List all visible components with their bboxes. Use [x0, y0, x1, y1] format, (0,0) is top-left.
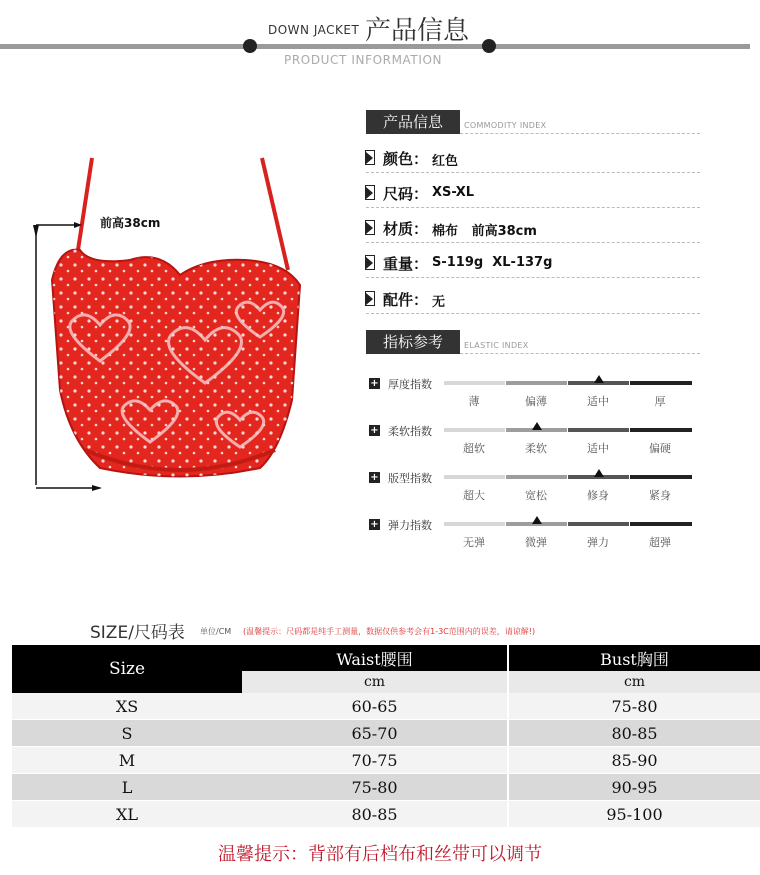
cell-size: L — [12, 774, 242, 801]
header-subtitle: PRODUCT INFORMATION — [284, 53, 443, 67]
scale-thickness — [366, 378, 696, 418]
scale-option: 偏硬 — [649, 442, 671, 455]
triangle-right-icon — [366, 187, 373, 199]
cell-size: XL — [12, 801, 242, 828]
unit-bust: cm — [508, 671, 760, 693]
scale-option: 适中 — [587, 395, 609, 408]
scale-option: 超大 — [463, 489, 485, 502]
col-header-bust: Bust胸围 — [508, 645, 760, 671]
unit-waist: cm — [242, 671, 508, 693]
commodity-tag: 产品信息 — [366, 110, 460, 134]
cell-bust: 90-95 — [508, 774, 760, 801]
elastic-rule — [460, 353, 700, 354]
scale-marker — [594, 375, 604, 383]
scale-marker — [532, 516, 542, 524]
triangle-right-icon — [366, 257, 373, 269]
cell-size: M — [12, 747, 242, 774]
scale-segment — [506, 381, 567, 385]
table-row — [12, 720, 760, 747]
scale-name: 厚度指数 — [388, 378, 432, 391]
scale-marker — [594, 469, 604, 477]
scale-segment — [444, 381, 505, 385]
info-value: 无 — [432, 295, 446, 310]
size-chart-header — [90, 618, 536, 643]
scale-segment — [630, 475, 692, 479]
scale-name: 弹力指数 — [388, 519, 432, 532]
cell-bust: 75-80 — [508, 693, 760, 720]
scale-option: 厚 — [654, 395, 666, 408]
size-table — [12, 645, 760, 828]
scale-segment — [568, 428, 629, 432]
info-label: 配件： — [383, 291, 429, 309]
header-dot-right — [482, 39, 496, 53]
table-row — [12, 693, 760, 720]
plus-icon: + — [370, 425, 379, 436]
scale-option: 紧身 — [649, 489, 671, 502]
cell-size: S — [12, 720, 242, 747]
scale-option: 适中 — [587, 442, 609, 455]
table-row — [12, 801, 760, 828]
elastic-section-header — [366, 330, 700, 354]
scale-elasticity — [366, 519, 696, 559]
elastic-tag: 指标参考 — [366, 330, 460, 354]
header-title-en: DOWN JACKET — [268, 23, 360, 37]
scale-segment — [444, 522, 505, 526]
info-value: XS-XL — [432, 185, 475, 200]
cell-waist: 65-70 — [242, 720, 508, 747]
info-label: 重量： — [383, 255, 429, 273]
elastic-tag-en: ELASTIC INDEX — [464, 341, 529, 350]
scale-option: 偏薄 — [525, 395, 547, 408]
scale-option: 宽松 — [525, 489, 547, 502]
info-label: 材质： — [383, 220, 429, 238]
size-chart-title: SIZE/尺码表 — [90, 623, 185, 643]
plus-icon: + — [370, 472, 379, 483]
cell-waist: 80-85 — [242, 801, 508, 828]
cell-bust: 95-100 — [508, 801, 760, 828]
scale-option: 薄 — [468, 395, 480, 408]
info-label: 尺码： — [383, 185, 429, 203]
commodity-tag-en: COMMODITY INDEX — [464, 121, 547, 130]
size-chart-unit: 单位/CM — [200, 627, 232, 636]
scale-marker — [532, 422, 542, 430]
commodity-section-header — [366, 110, 700, 134]
scale-option: 弹力 — [587, 536, 609, 549]
info-row-material — [366, 214, 700, 243]
scale-segment — [444, 475, 505, 479]
scale-fit — [366, 472, 696, 512]
scale-softness — [366, 425, 696, 465]
cell-waist: 70-75 — [242, 747, 508, 774]
size-chart-note: (温馨提示：尺码都是纯手工测量，数据仅供参考会有1-3C范围内的误差，请谅解!) — [243, 627, 536, 636]
cell-bust: 80-85 — [508, 720, 760, 747]
scale-option: 柔软 — [525, 442, 547, 455]
triangle-right-icon — [366, 293, 373, 305]
info-label: 颜色： — [383, 150, 429, 168]
info-row-accessories — [366, 285, 700, 314]
cell-waist: 60-65 — [242, 693, 508, 720]
scale-segment — [444, 428, 505, 432]
scale-segment — [506, 475, 567, 479]
scale-option: 超软 — [463, 442, 485, 455]
col-header-waist: Waist腰围 — [242, 645, 508, 671]
cell-size: XS — [12, 693, 242, 720]
front-height-label: 前高38cm — [100, 216, 161, 230]
scale-option: 修身 — [587, 489, 609, 502]
info-value: S-119g XL-137g — [432, 255, 553, 270]
scale-name: 版型指数 — [388, 472, 432, 485]
header-title-cn: 产品信息 — [365, 16, 470, 46]
scale-option: 无弹 — [463, 536, 485, 549]
info-value: 棉布 前高38cm — [432, 224, 537, 239]
scale-segment — [568, 522, 629, 526]
table-row — [12, 774, 760, 801]
info-row-weight — [366, 249, 700, 278]
triangle-right-icon — [366, 222, 373, 234]
footer-note: 温馨提示：背部有后档布和丝带可以调节 — [218, 844, 542, 865]
scale-option: 超弹 — [649, 536, 671, 549]
scale-segment — [630, 522, 692, 526]
scale-name: 柔软指数 — [388, 425, 432, 438]
info-value: 红色 — [432, 154, 459, 169]
scale-segment — [630, 428, 692, 432]
plus-icon: + — [370, 519, 379, 530]
info-row-size — [366, 179, 700, 208]
info-row-color — [366, 144, 700, 173]
table-row — [12, 747, 760, 774]
product-image — [30, 150, 330, 500]
plus-icon: + — [370, 378, 379, 389]
scale-option: 微弹 — [525, 536, 547, 549]
col-header-size: Size — [12, 645, 242, 693]
commodity-rule — [460, 133, 700, 134]
header-dot-left — [243, 39, 257, 53]
triangle-right-icon — [366, 152, 373, 164]
cell-waist: 75-80 — [242, 774, 508, 801]
cell-bust: 85-90 — [508, 747, 760, 774]
scale-segment — [630, 381, 692, 385]
